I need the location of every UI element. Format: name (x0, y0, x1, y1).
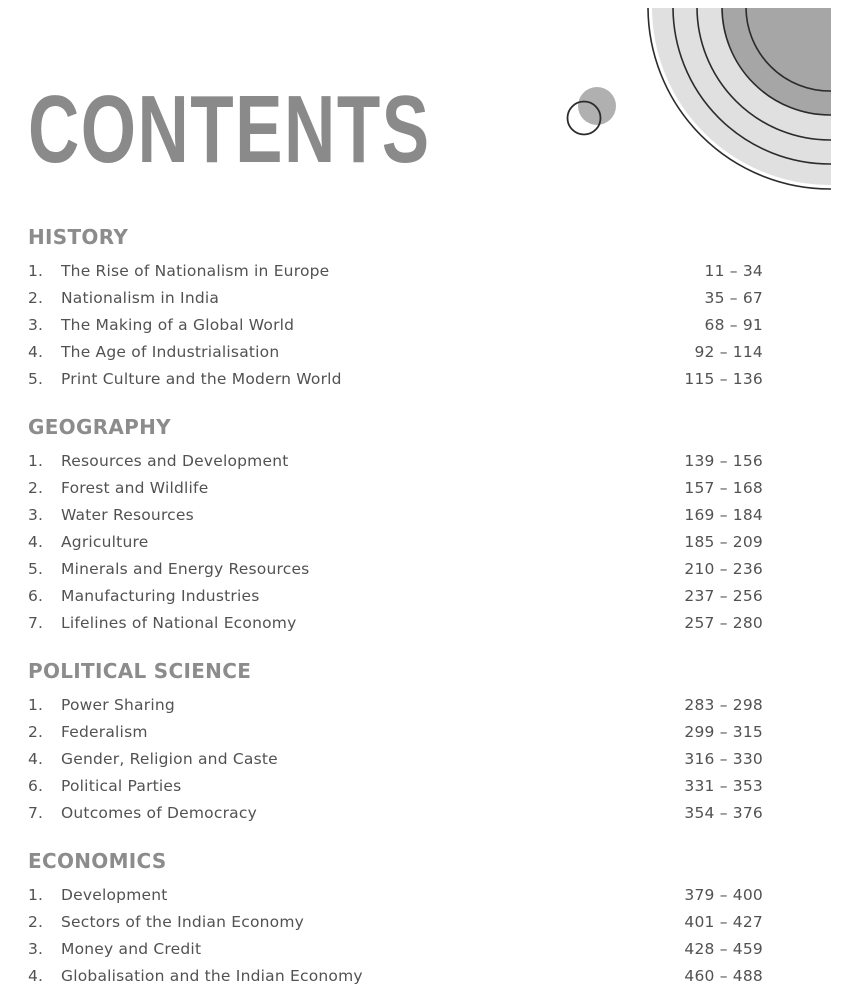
chapter-row (28, 938, 763, 960)
chapter-number: 1. (28, 886, 44, 904)
chapter-number: 4. (28, 967, 44, 985)
grey-dot-circle (578, 87, 616, 125)
chapter-number: 3. (28, 940, 44, 958)
chapter-pages: 299 – 315 (684, 723, 763, 741)
chapter-pages: 379 – 400 (684, 886, 763, 904)
chapter-pages: 428 – 459 (684, 940, 763, 958)
chapter-pages: 115 – 136 (684, 370, 763, 388)
section-heading-political-science: POLITICAL SCIENCE (28, 659, 252, 683)
chapter-pages: 139 – 156 (684, 452, 763, 470)
chapter-title: Forest and Wildlife (61, 479, 209, 497)
chapter-title: Agriculture (61, 533, 149, 551)
chapter-pages: 210 – 236 (684, 560, 763, 578)
chapter-title: Print Culture and the Modern World (61, 370, 342, 388)
chapter-pages: 460 – 488 (684, 967, 763, 985)
chapter-number: 2. (28, 289, 44, 307)
chapter-number: 7. (28, 614, 44, 632)
chapter-number: 4. (28, 533, 44, 551)
chapter-row (28, 748, 763, 770)
chapter-number: 2. (28, 479, 44, 497)
chapter-pages: 68 – 91 (704, 316, 763, 334)
chapter-row (28, 531, 763, 553)
chapter-pages: 283 – 298 (684, 696, 763, 714)
chapter-row (28, 884, 763, 906)
chapter-row (28, 585, 763, 607)
chapter-title: The Age of Industrialisation (61, 343, 280, 361)
chapter-title: Development (61, 886, 168, 904)
chapter-number: 4. (28, 750, 44, 768)
page-title: CONTENTS (28, 76, 431, 183)
chapter-title: The Rise of Nationalism in Europe (61, 262, 330, 280)
chapter-pages: 92 – 114 (694, 343, 763, 361)
chapter-number: 5. (28, 560, 44, 578)
chapter-number: 3. (28, 316, 44, 334)
chapter-row (28, 368, 763, 390)
chapter-row (28, 965, 763, 987)
chapter-number: 1. (28, 262, 44, 280)
chapter-row (28, 721, 763, 743)
chapter-row (28, 694, 763, 716)
chapter-row (28, 802, 763, 824)
chapter-title: Outcomes of Democracy (61, 804, 257, 822)
chapter-title: Money and Credit (61, 940, 202, 958)
chapter-pages: 316 – 330 (684, 750, 763, 768)
chapter-pages: 354 – 376 (684, 804, 763, 822)
chapter-pages: 35 – 67 (704, 289, 763, 307)
chapter-number: 7. (28, 804, 44, 822)
chapter-row (28, 287, 763, 309)
chapter-pages: 11 – 34 (704, 262, 763, 280)
chapter-pages: 401 – 427 (684, 913, 763, 931)
section-heading-geography: GEOGRAPHY (28, 415, 171, 439)
chapter-number: 2. (28, 913, 44, 931)
chapter-row (28, 504, 763, 526)
chapter-title: Nationalism in India (61, 289, 220, 307)
chapter-number: 6. (28, 777, 44, 795)
chapter-title: Lifelines of National Economy (61, 614, 297, 632)
chapter-title: Power Sharing (61, 696, 175, 714)
chapter-pages: 237 – 256 (684, 587, 763, 605)
chapter-number: 1. (28, 452, 44, 470)
chapter-row (28, 477, 763, 499)
chapter-title: Sectors of the Indian Economy (61, 913, 305, 931)
chapter-row (28, 911, 763, 933)
chapter-pages: 169 – 184 (684, 506, 763, 524)
chapter-pages: 257 – 280 (684, 614, 763, 632)
chapter-title: Gender, Religion and Caste (61, 750, 278, 768)
chapter-number: 2. (28, 723, 44, 741)
chapter-title: Globalisation and the Indian Economy (61, 967, 363, 985)
chapter-number: 3. (28, 506, 44, 524)
section-heading-economics: ECONOMICS (28, 849, 167, 873)
section-heading-history: HISTORY (28, 225, 129, 249)
chapter-row (28, 450, 763, 472)
chapter-title: Political Parties (61, 777, 182, 795)
chapter-title: The Making of a Global World (61, 316, 295, 334)
chapter-title: Water Resources (61, 506, 194, 524)
chapter-number: 1. (28, 696, 44, 714)
chapter-pages: 185 – 209 (684, 533, 763, 551)
chapter-number: 6. (28, 587, 44, 605)
chapter-title: Resources and Development (61, 452, 289, 470)
chapter-row (28, 341, 763, 363)
chapter-pages: 157 – 168 (684, 479, 763, 497)
chapter-row (28, 775, 763, 797)
concentric-arcs-graphic (648, 0, 850, 189)
chapter-row (28, 612, 763, 634)
chapter-number: 4. (28, 343, 44, 361)
chapter-row (28, 314, 763, 336)
chapter-number: 5. (28, 370, 44, 388)
chapter-title: Manufacturing Industries (61, 587, 260, 605)
chapter-title: Federalism (61, 723, 148, 741)
chapter-pages: 331 – 353 (684, 777, 763, 795)
chapter-row (28, 260, 763, 282)
chapter-row (28, 558, 763, 580)
chapter-title: Minerals and Energy Resources (61, 560, 310, 578)
